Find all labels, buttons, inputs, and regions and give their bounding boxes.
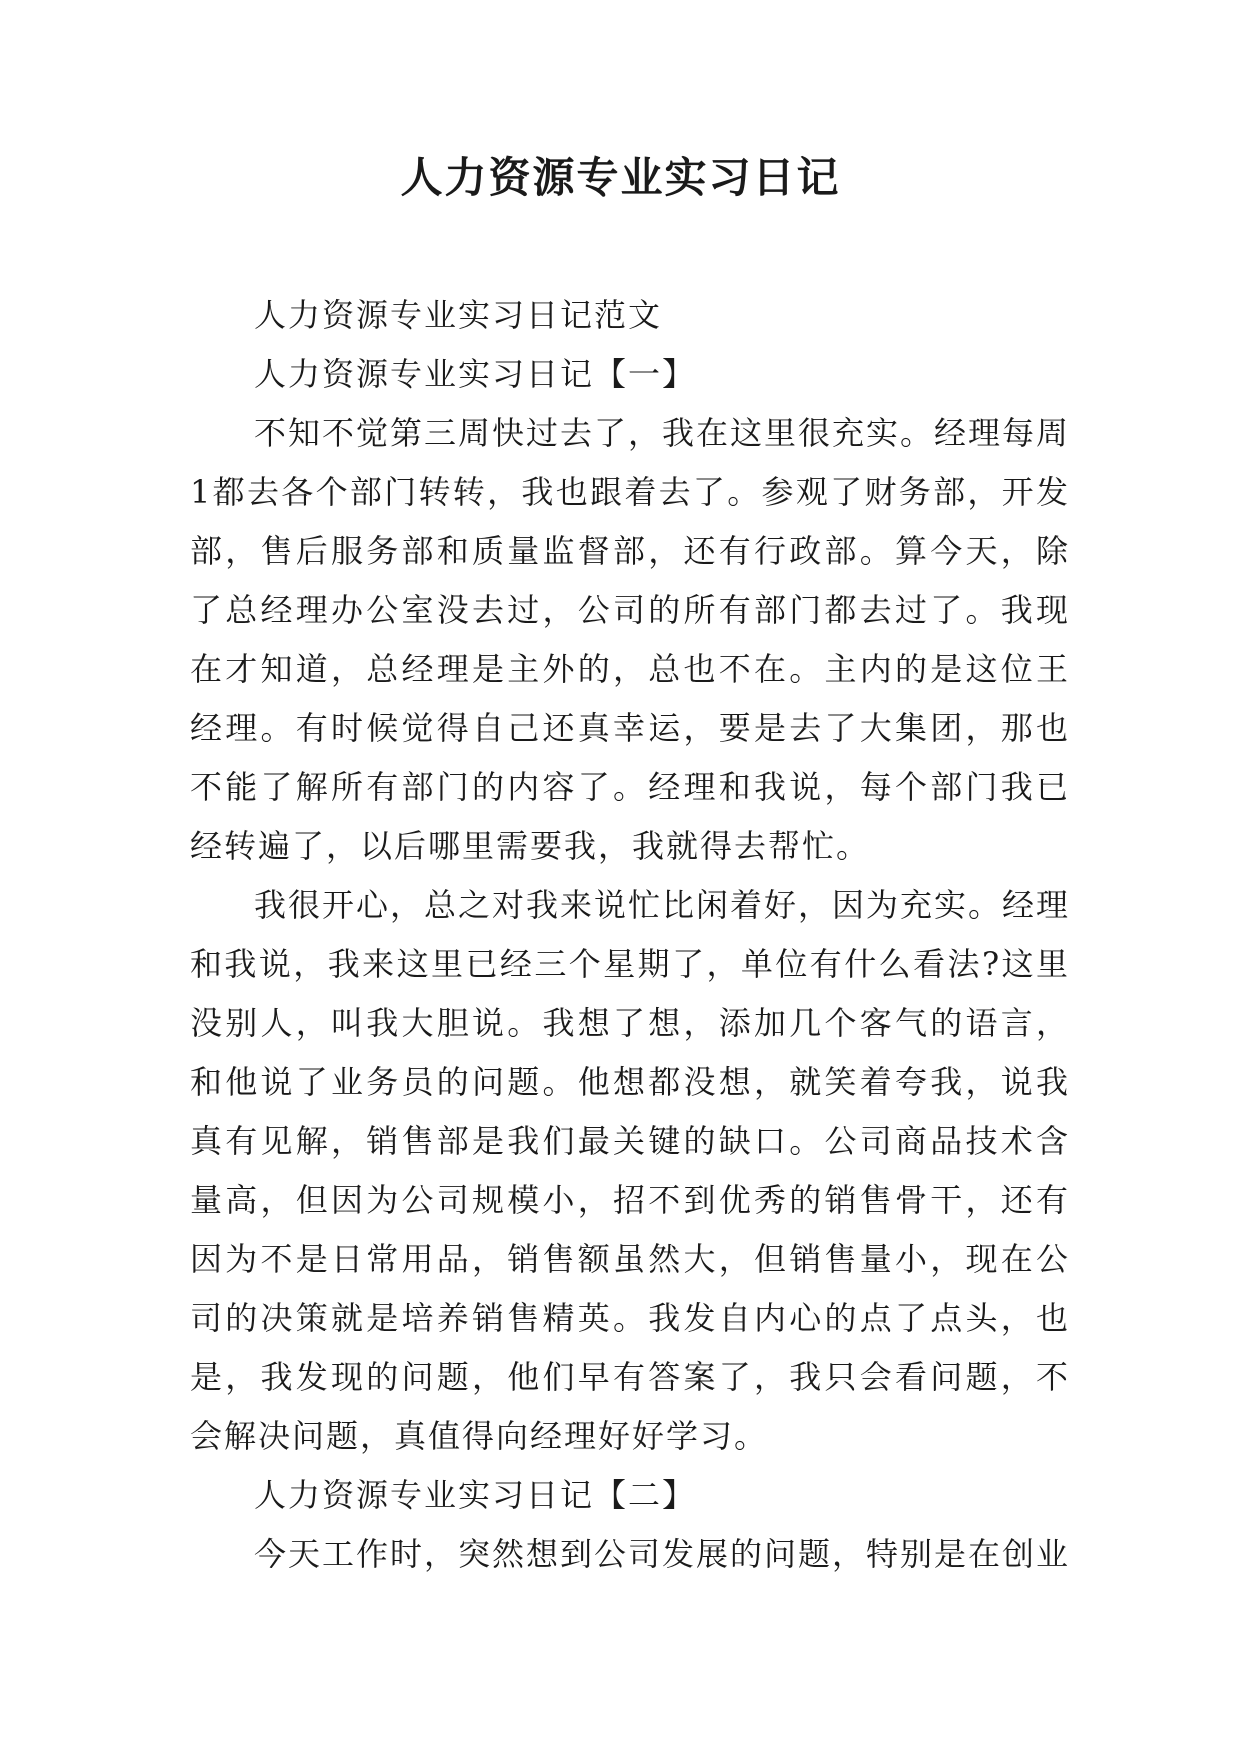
subtitle-paragraph: 人力资源专业实习日记范文 [254,296,663,334]
section-heading-one: 人力资源专业实习日记【一】 [254,355,697,393]
document-body [190,286,1070,1584]
document-title: 人力资源专业实习日记 [400,153,841,202]
body-paragraph: 今天工作时，突然想到公司发展的问题，特别是在创业 [254,1535,1071,1573]
section-heading-two: 人力资源专业实习日记【二】 [254,1476,697,1514]
body-paragraph: 不知不觉第三周快过去了，我在这里很充实。经理每周1都去各个部门转转，我也跟着去了。参观了财务部，开发部，售后服务部和质量监督部，还有行政部。算今天，除了总经理办公室没去过，公司的所有部门都去过了。我现在才知道，总经理是主外的，总也不在。主内的是这位王经理。有时候觉得自己还真幸运，要是去了大集团，那也不能了解所有部门的内容了。经理和我说，每个部门我已经转遍了，以后哪里需要我，我就得去帮忙。 [190,414,1071,865]
body-paragraph: 我很开心，总之对我来说忙比闲着好，因为充实。经理和我说，我来这里已经三个星期了，单位有什么看法?这里没别人，叫我大胆说。我想了想，添加几个客气的语言，和他说了业务员的问题。他想都没想，就笑着夸我，说我真有见解，销售部是我们最关键的缺口。公司商品技术含量高，但因为公司规模小，招不到优秀的销售骨干，还有因为不是日常用品，销售额虽然大，但销售量小，现在公司的决策就是培养销售精英。我发自内心的点了点头，也是，我发现的问题，他们早有答案了，我只会看问题，不会解决问题，真值得向经理好好学习。 [190,886,1071,1455]
